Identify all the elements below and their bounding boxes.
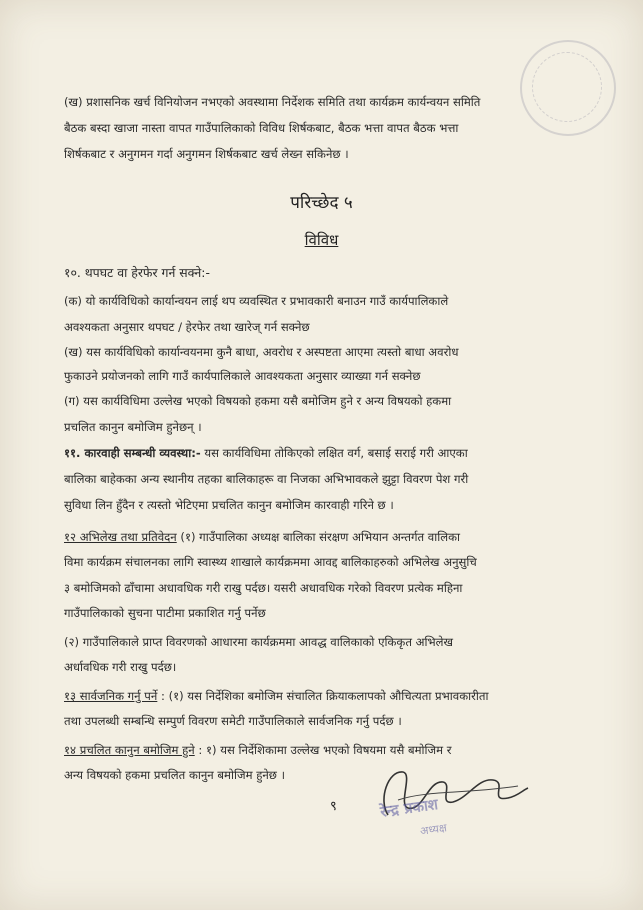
stamp-title: अध्यक्ष <box>419 821 448 838</box>
s11-text-1: यस कार्यविधिमा तोकिएको लक्षित वर्ग, बसाई सराई गरी आएका <box>204 446 468 460</box>
intro-line-3: शिर्षकबाट र अनुगमन गर्दा अनुगमन शिर्षकबाट खर्च लेख्न सकिनेछ । <box>64 147 349 161</box>
s10-line-1: (क) यो कार्यविधिको कार्यान्वयन लाई थप व्यवस्थित र प्रभावकारी बनाउन गाउँ कार्यपालिकाले <box>64 294 449 308</box>
stamp-name: रेन्द्र प्रकाश <box>379 795 440 821</box>
s13-text-1: : (१) यस निर्देशिका बमोजिम संचालित क्रियाकलापको औचित्यता प्रभावकारीता <box>161 689 489 703</box>
page-number: ९ <box>330 799 337 814</box>
s11-line-1 <box>64 448 468 460</box>
s10-line-4: फुकाउने प्रयोजनको लागि गाउँ कार्यपालिकाले आवश्यकता अनुसार व्याख्या गर्न सक्नेछ <box>64 369 421 383</box>
chapter-title: परिच्छेद ५ <box>290 193 353 213</box>
s12-line-4: गाउँपालिकाको सुचना पाटीमा प्रकाशित गर्नु पर्नेछ <box>64 606 266 620</box>
section-14-heading: १४ प्रचलित कानुन बमोजिम हुने <box>64 743 195 757</box>
s11-line-2: बालिका बाहेकका अन्य स्थानीय तहका बालिकाहरू वा निजका अभिभावकले झुट्टा विवरण पेश गरी <box>64 472 469 486</box>
s14-line-1 <box>64 745 452 757</box>
intro-line-2: बैठक बस्दा खाजा नास्ता वापत गाउँपालिकाको विविध शिर्षकबाट, बैठक भत्ता वापत बैठक भत्ता <box>64 121 459 135</box>
s12-line-1 <box>64 532 460 544</box>
section-12-heading: १२ अभिलेख तथा प्रतिवेदन <box>64 530 177 544</box>
s12-line-3: ३ बमोजिमको ढाँचामा अधावधिक गरी राखु पर्दछ। यसरी अधावधिक गरेको विवरण प्रत्येक महिना <box>64 581 463 595</box>
s12-line-2: विमा कार्यक्रम संचालनका लागि स्वास्थ्य शाखाले कार्यक्रममा आवद्द बालिकाहरुको अभिलेख अनुसुचि <box>64 555 477 569</box>
chapter-subtitle: विविध <box>304 231 339 249</box>
seal-stamp-icon <box>520 40 616 136</box>
s10-line-6: प्रचलित कानुन बमोजिम हुनेछन् । <box>64 420 202 434</box>
s11-line-3: सुविधा लिन हुँदैन र त्यस्तो भेटिएमा प्रचलित कानुन बमोजिम कारवाही गरिने छ । <box>64 498 394 512</box>
s14-text-1: : १) यस निर्देशिकामा उल्लेख भएको विषयमा यसै बमोजिम र <box>198 743 452 757</box>
section-10-heading: १०. थपघट वा हेरफेर गर्न सक्ने:- <box>64 265 210 280</box>
s10-line-3: (ख) यस कार्यविधिको कार्यान्वयनमा कुनै बाधा, अवरोध र अस्पष्टता आएमा त्यस्तो बाधा अवरोध <box>64 345 459 359</box>
s13-line-2: तथा उपलब्धी सम्बन्धि सम्पुर्ण विवरण समेटी गाउँपालिकाले सार्वजनिक गर्नु पर्दछ । <box>64 714 402 728</box>
section-13-heading: १३ सार्वजनिक गर्नु पर्ने <box>64 689 158 703</box>
s12-line-6: अर्धावधिक गरी राखु पर्दछ। <box>64 660 177 674</box>
s12-line-5: (२) गाउँपालिकाले प्राप्त विवरणको आधारमा कार्यक्रममा आवद्ध वालिकाको एकिकृत अभिलेख <box>64 635 453 649</box>
section-11-heading: ११. कारवाही सम्बन्धी व्यवस्था:- <box>64 446 201 460</box>
intro-line-1: (ख) प्रशासनिक खर्च विनियोजन नभएको अवस्थामा निर्देशक समिति तथा कार्यक्रम कार्यन्वयन समिति <box>64 95 481 109</box>
s13-line-1 <box>64 691 488 703</box>
s10-line-2: अवश्यकता अनुसार थपघट / हेरफेर तथा खारेज् गर्न सक्नेछ <box>64 320 310 334</box>
s10-line-5: (ग) यस कार्यविधिमा उल्लेख भएको विषयको हकमा यसै बमोजिम हुने र अन्य विषयको हकमा <box>64 394 452 408</box>
s14-line-2: अन्य विषयको हकमा प्रचलित कानुन बमोजिम हुनेछ । <box>64 768 285 782</box>
s12-text-1: (१) गाउँपालिका अध्यक्ष बालिका संरक्षण अभियान अन्तर्गत वालिका <box>180 530 461 544</box>
